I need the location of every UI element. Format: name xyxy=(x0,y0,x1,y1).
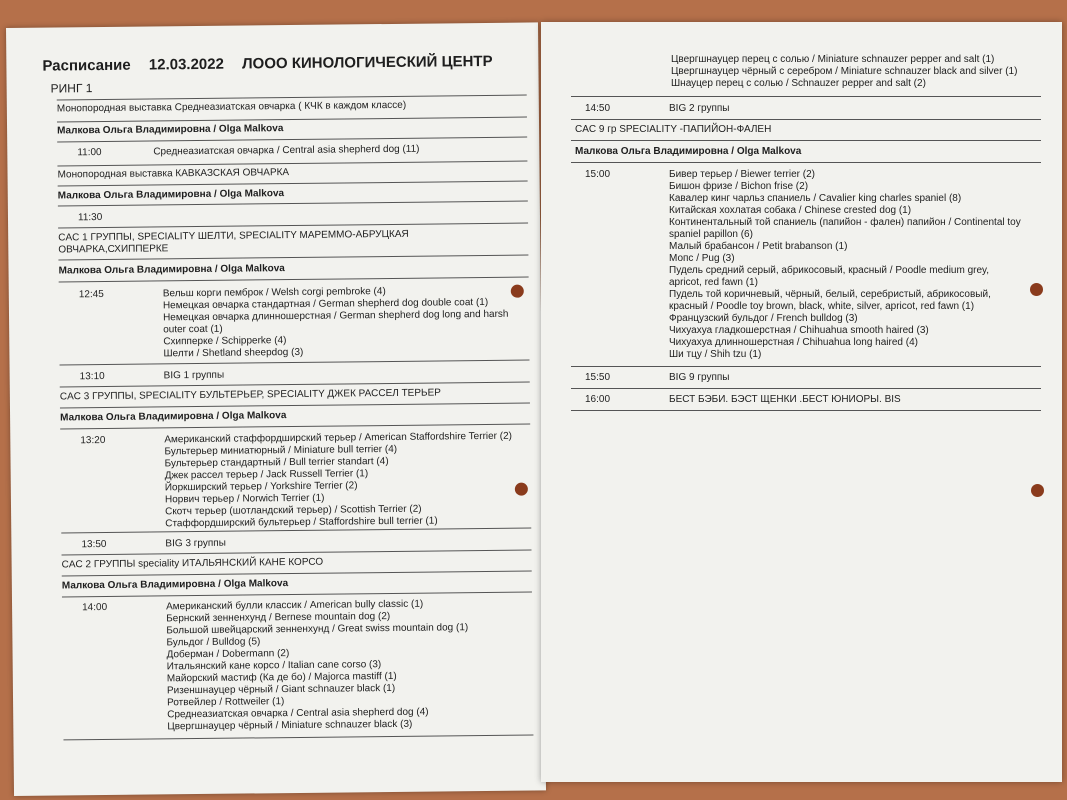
binder-hole xyxy=(1031,484,1044,497)
slot-time: 13:20 xyxy=(80,434,106,447)
breed-line: Чихуахуа гладкошерстная / Chihuahua smooth haired (3) xyxy=(669,325,929,336)
breed-line: Среднеазиатская овчарка / Central asia shepherd dog (4) xyxy=(167,706,429,721)
section-title: CAC 3 ГРУППЫ, SPECIALITY БУЛЬТЕРЬЕР, SPECIALITY ДЖЕК РАССЕЛ ТЕРЬЕР xyxy=(59,387,441,403)
slot-label: BIG 1 группы xyxy=(163,369,225,382)
divider xyxy=(571,366,1041,367)
breed-line: Скотч терьер (шотландский терьер) / Scottish Terrier (2) xyxy=(165,503,422,518)
slot-row xyxy=(62,598,532,733)
breed-line: Шелти / Shetland sheepdog (3) xyxy=(163,346,304,360)
slot-label: БЕСТ БЭБИ. БЭСТ ЩЕНКИ .БЕСТ ЮНИОРЫ. BIS xyxy=(669,394,901,405)
breed-line: Мопс / Pug (3) xyxy=(669,253,735,264)
judge-name: Малкова Ольга Владимировна / Olga Malkova xyxy=(575,146,802,157)
slot-time: 15:50 xyxy=(585,372,611,383)
breed-line: Джек рассел терьер / Jack Russell Terrier (1) xyxy=(164,468,369,482)
breed-list xyxy=(164,431,513,531)
breed-line: Вельш корги пемброк / Welsh corgi pembroke (4) xyxy=(162,286,386,300)
breed-line: Континентальный той спаниель (папийон - фален) папийон / Continental toy xyxy=(669,217,1021,228)
slot-label: BIG 2 группы xyxy=(669,103,730,114)
breed-line: красный / Poodle toy brown, black, white, silver, apricot, red fawn (1) xyxy=(669,301,975,312)
divider xyxy=(571,410,1041,411)
breed-line: Ризеншнауцер чёрный / Giant schnauzer black (1) xyxy=(166,682,396,697)
breed-line: Чихуахуа длинношерстная / Chihuahua long haired (4) xyxy=(669,337,918,348)
breed-line: Майорский мастиф (Ка де бо) / Majorca mastiff (1) xyxy=(166,670,397,685)
header-org: ЛООО КИНОЛОГИЧЕСКИЙ ЦЕНТР xyxy=(241,52,493,73)
breed-line: Американский булли классик / American bully classic (1) xyxy=(166,598,424,613)
breed-line: Малый брабансон / Petit brabanson (1) xyxy=(669,241,848,252)
header-date: 12.03.2022 xyxy=(148,55,224,74)
breed-line: Норвич терьер / Norwich Terrier (1) xyxy=(164,492,325,506)
left-sheet xyxy=(6,22,546,796)
breed-line: Схипперке / Schipperke (4) xyxy=(163,335,287,348)
divider xyxy=(571,119,1041,120)
breed-line: Бультерьер миниатюрный / Miniature bull terrier (4) xyxy=(164,443,398,458)
breed-line: Ротвейлер / Rottweiler (1) xyxy=(167,696,285,709)
slot-time: 16:00 xyxy=(585,394,611,405)
breed-line: Китайская хохлатая собака / Chinese crested dog (1) xyxy=(669,205,912,216)
slot-time: 14:50 xyxy=(585,103,611,114)
breed-list xyxy=(671,54,1017,90)
breed-line: spaniel papillon (6) xyxy=(669,229,753,240)
breed-line: Итальянский кане корсо / Italian cane corso (3) xyxy=(166,659,382,673)
breed-line: Немецкая овчарка длинношерстная / German shepherd dog long and harsh xyxy=(162,308,509,324)
slot-time: 11:00 xyxy=(77,147,102,159)
divider xyxy=(57,137,527,143)
ring-label: РИНГ 1 xyxy=(50,81,93,96)
slot-row xyxy=(60,430,530,530)
breed-line: Шнауцер перец с солью / Schnauzer pepper and salt (2) xyxy=(671,78,926,89)
breed-list xyxy=(166,598,469,733)
divider xyxy=(60,360,530,366)
breed-line: Пудель средний серый, абрикосовый, красный / Poodle medium grey, xyxy=(669,265,990,276)
section-title: CAC 9 гр SPECIALITY -ПАПИЙОН-ФАЛЕН xyxy=(575,124,772,135)
slot-time: 12:45 xyxy=(78,288,104,301)
right-sheet xyxy=(541,22,1062,782)
slot-label: BIG 9 группы xyxy=(669,372,730,383)
slot-row xyxy=(60,367,530,383)
binder-hole xyxy=(1030,283,1043,296)
breed-line: Кавалер кинг чарльз спаниель / Cavalier king charles spaniel (8) xyxy=(669,193,962,204)
slot-label: BIG 3 группы xyxy=(165,537,226,550)
header-title: Расписание xyxy=(42,56,131,75)
judge-name: Малкова Ольга Владимировна / Olga Malkova xyxy=(60,410,287,424)
breed-line: Цвергшнауцер чёрный / Miniature schnauzer black (3) xyxy=(167,718,413,733)
section-title: Монопородная выставка КАВКАЗСКАЯ ОВЧАРКА xyxy=(57,167,290,181)
breed-line: Йоркширский терьер / Yorkshire Terrier (2) xyxy=(164,480,358,494)
binder-hole xyxy=(515,483,528,496)
divider xyxy=(571,388,1041,389)
breed-line: Доберман / Dobermann (2) xyxy=(166,648,290,661)
judge-name: Малкова Ольга Владимировна / Olga Malkova xyxy=(58,263,285,277)
breed-line: Цвергшнауцер чёрный с серебром / Miniature schnauzer black and silver (1) xyxy=(671,66,1018,77)
divider xyxy=(62,592,532,598)
judge-name: Малкова Ольга Владимировна / Olga Malkova xyxy=(61,578,289,592)
breed-line: outer coat (1) xyxy=(163,323,223,336)
divider xyxy=(571,96,1041,97)
slot-time: 15:00 xyxy=(585,169,611,180)
divider xyxy=(571,140,1041,141)
breed-list xyxy=(163,285,509,361)
divider xyxy=(63,735,533,741)
divider xyxy=(571,162,1041,163)
breed-line: Немецкая овчарка стандартная / German shepherd dog double coat (1) xyxy=(162,296,489,312)
doc-header xyxy=(42,53,506,75)
breed-line: Пудель той коричневый, чёрный, белый, серебристый, абрикосовый, xyxy=(669,289,991,300)
section-title: Монопородная выставка Среднеазиатская овчарка ( КЧК в каждом классе) xyxy=(56,99,407,115)
section-title-line: CAC 1 ГРУППЫ, SPECIALITY ШЕЛТИ, SPECIALITY МАРЕММО-АБРУЦКАЯ xyxy=(58,228,409,244)
slot-time: 13:10 xyxy=(79,370,105,383)
breed-line: Бульдог / Bulldog (5) xyxy=(166,636,261,649)
slot-row xyxy=(57,143,527,159)
breed-line: Ши тцу / Shih tzu (1) xyxy=(669,349,762,360)
breed-line: Бернский зенненхунд / Bernese mountain dog (2) xyxy=(166,611,391,625)
breed-line: apricot, red fawn (1) xyxy=(669,277,758,288)
slot-row xyxy=(59,285,529,360)
breed-line: Большой швейцарский зенненхунд / Great swiss mountain dog (1) xyxy=(166,622,469,637)
divider xyxy=(59,277,529,283)
breed-line: Бишон фризе / Bichon frise (2) xyxy=(669,181,809,192)
section-title-line: ОВЧАРКА,СХИППЕРКЕ xyxy=(58,243,169,256)
section-title xyxy=(58,228,528,257)
binder-hole xyxy=(511,285,524,298)
slot-row xyxy=(61,535,531,551)
breed-line: Стаффордширский бультерьер / Staffordshire bull terrier (1) xyxy=(165,515,438,530)
divider xyxy=(60,424,530,430)
judge-name: Малкова Ольга Владимировна / Olga Malkova xyxy=(57,188,285,202)
slot-row xyxy=(58,208,528,224)
breed-list xyxy=(669,169,1021,361)
slot-time: 11:30 xyxy=(77,212,103,224)
breed-line: Французский бульдог / French bulldog (3) xyxy=(669,313,858,324)
slot-time: 14:00 xyxy=(82,601,108,614)
section-title: CAC 2 ГРУППЫ speciality ИТАЛЬЯНСКИЙ КАНЕ КОРСО xyxy=(61,556,324,571)
judge-name: Малкова Ольга Владимировна / Olga Malkova xyxy=(57,123,284,137)
breed-line: Цвергшнауцер перец с солью / Miniature schnauzer pepper and salt (1) xyxy=(671,54,995,65)
breed-line: Бультерьер стандартный / Bull terrier standart (4) xyxy=(164,456,389,470)
breed-line: Американский стаффордширский терьер / American Staffordshire Terrier (2) xyxy=(164,430,513,446)
slot-time: 13:50 xyxy=(81,538,107,551)
breed-line: Среднеазиатская овчарка / Central asia shepherd dog (11) xyxy=(153,143,420,158)
breed-line: Бивер терьер / Biewer terrier (2) xyxy=(669,169,815,180)
